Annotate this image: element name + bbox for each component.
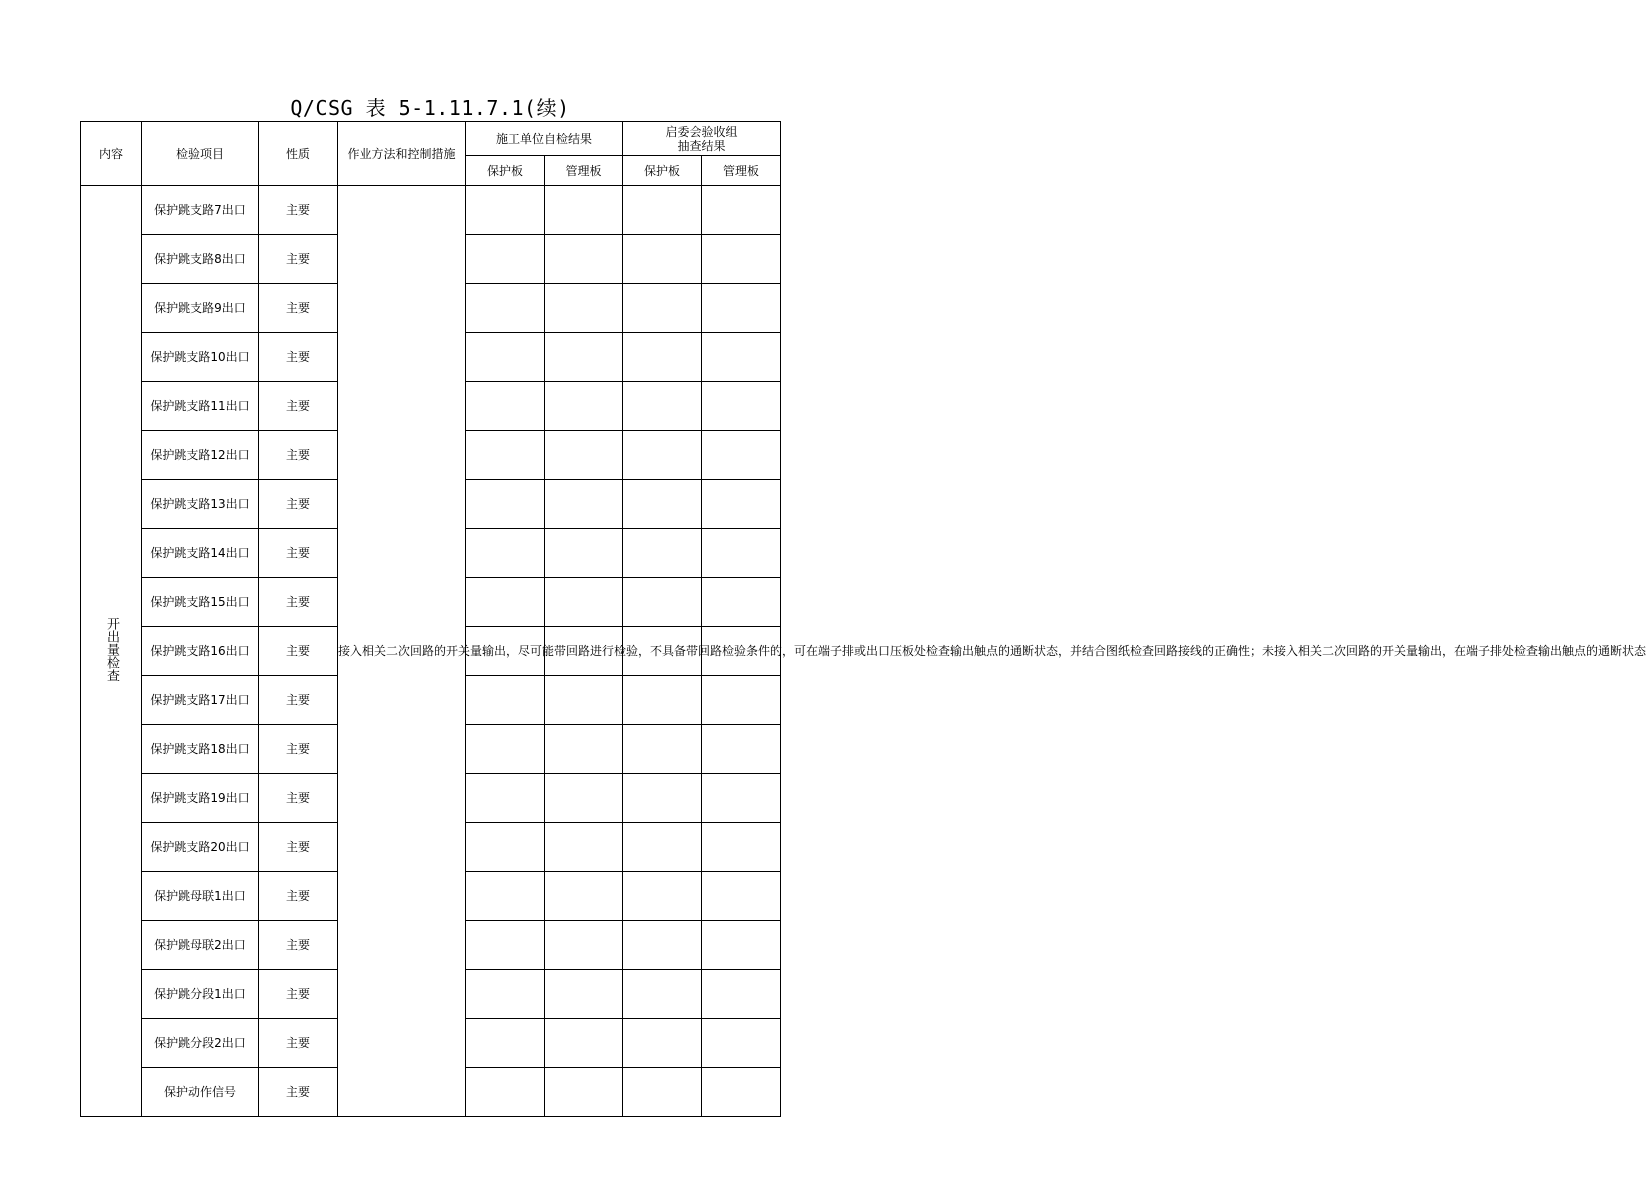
spot-management-result-cell[interactable] [702, 1068, 781, 1117]
self-protection-result-cell[interactable] [466, 970, 545, 1019]
spot-management-result-cell[interactable] [702, 382, 781, 431]
nature-cell: 主要 [259, 1068, 338, 1117]
self-protection-result-cell[interactable] [466, 1068, 545, 1117]
self-protection-result-cell[interactable] [466, 872, 545, 921]
spot-management-result-cell[interactable] [702, 235, 781, 284]
self-management-result-cell[interactable] [545, 235, 623, 284]
self-protection-result-cell[interactable] [466, 431, 545, 480]
self-management-result-cell[interactable] [545, 529, 623, 578]
self-protection-result-cell[interactable] [466, 529, 545, 578]
inspection-table [80, 121, 1646, 1117]
nature-cell: 主要 [259, 431, 338, 480]
spot-management-result-cell[interactable] [702, 284, 781, 333]
self-management-result-cell[interactable] [545, 1019, 623, 1068]
self-protection-result-cell[interactable] [466, 1019, 545, 1068]
spot-protection-result-cell[interactable] [623, 872, 702, 921]
spot-protection-result-cell[interactable] [623, 382, 702, 431]
item-cell: 保护跳支路9出口 [142, 284, 259, 333]
spot-protection-result-cell[interactable] [623, 578, 702, 627]
spot-management-result-cell[interactable] [702, 333, 781, 382]
self-protection-result-cell[interactable] [466, 578, 545, 627]
nature-cell: 主要 [259, 382, 338, 431]
item-cell: 保护跳支路15出口 [142, 578, 259, 627]
spot-management-result-cell[interactable] [702, 186, 781, 235]
header-spot-check-line1: 启委会验收组 [665, 124, 738, 139]
header-spot-protection-board: 保护板 [623, 156, 702, 186]
table-row [81, 186, 781, 235]
item-cell: 保护跳支路20出口 [142, 823, 259, 872]
spot-management-result-cell[interactable] [702, 480, 781, 529]
nature-cell: 主要 [259, 480, 338, 529]
item-cell: 保护跳支路8出口 [142, 235, 259, 284]
spot-protection-result-cell[interactable] [623, 186, 702, 235]
nature-cell: 主要 [259, 921, 338, 970]
self-management-result-cell[interactable] [545, 480, 623, 529]
spot-management-result-cell[interactable] [702, 774, 781, 823]
page-title: Q/CSG 表 5-1.11.7.1(续) [290, 96, 570, 120]
spot-protection-result-cell[interactable] [623, 823, 702, 872]
nature-cell: 主要 [259, 872, 338, 921]
spot-management-result-cell[interactable] [702, 431, 781, 480]
spot-protection-result-cell[interactable] [623, 529, 702, 578]
content-group-label: 开出量检查 [104, 617, 119, 682]
header-self-protection-board: 保护板 [466, 156, 545, 186]
item-cell: 保护跳支路7出口 [142, 186, 259, 235]
nature-cell: 主要 [259, 578, 338, 627]
spot-protection-result-cell[interactable] [623, 431, 702, 480]
self-protection-result-cell[interactable] [466, 284, 545, 333]
spot-management-result-cell[interactable] [702, 872, 781, 921]
nature-cell: 主要 [259, 676, 338, 725]
spot-management-result-cell[interactable] [702, 725, 781, 774]
spot-protection-result-cell[interactable] [623, 774, 702, 823]
nature-cell: 主要 [259, 627, 338, 676]
spot-management-result-cell[interactable] [702, 578, 781, 627]
nature-cell: 主要 [259, 774, 338, 823]
header-method: 作业方法和控制措施 [338, 122, 466, 186]
item-cell: 保护跳支路12出口 [142, 431, 259, 480]
header-content: 内容 [81, 122, 142, 186]
spot-protection-result-cell[interactable] [623, 284, 702, 333]
content-group-cell [81, 186, 142, 1117]
nature-cell: 主要 [259, 284, 338, 333]
header-self-management-board: 管理板 [545, 156, 623, 186]
self-protection-result-cell[interactable] [466, 333, 545, 382]
self-management-result-cell[interactable] [545, 1068, 623, 1117]
nature-cell: 主要 [259, 235, 338, 284]
item-cell: 保护跳分段1出口 [142, 970, 259, 1019]
spot-management-result-cell[interactable] [702, 529, 781, 578]
nature-cell: 主要 [259, 1019, 338, 1068]
self-protection-result-cell[interactable] [466, 480, 545, 529]
spot-protection-result-cell[interactable] [623, 235, 702, 284]
self-management-result-cell[interactable] [545, 431, 623, 480]
self-management-result-cell[interactable] [545, 578, 623, 627]
self-management-result-cell[interactable] [545, 186, 623, 235]
spot-protection-result-cell[interactable] [623, 1019, 702, 1068]
header-spot-management-board: 管理板 [702, 156, 781, 186]
header-spot-check [623, 122, 781, 156]
self-management-result-cell[interactable] [545, 333, 623, 382]
item-cell: 保护跳支路13出口 [142, 480, 259, 529]
method-cell: 接入相关二次回路的开关量输出，尽可能带回路进行检验，不具备带回路检验条件的，可在端子排或出口压板处检查输出触点的通断状态，并结合图纸检查回路接线的正确性；未接入相关二次回路的开关量输出，在端子排处检查输出触点的通断状态 [338, 186, 466, 1117]
spot-protection-result-cell[interactable] [623, 480, 702, 529]
self-management-result-cell[interactable] [545, 970, 623, 1019]
self-protection-result-cell[interactable] [466, 382, 545, 431]
spot-protection-result-cell[interactable] [623, 725, 702, 774]
header-item: 检验项目 [142, 122, 259, 186]
self-protection-result-cell[interactable] [466, 235, 545, 284]
item-cell: 保护跳支路17出口 [142, 676, 259, 725]
self-management-result-cell[interactable] [545, 676, 623, 725]
self-management-result-cell[interactable] [545, 872, 623, 921]
spot-protection-result-cell[interactable] [623, 1068, 702, 1117]
spot-protection-result-cell[interactable] [623, 921, 702, 970]
self-management-result-cell[interactable] [545, 725, 623, 774]
self-management-result-cell[interactable] [545, 382, 623, 431]
self-protection-result-cell[interactable] [466, 676, 545, 725]
header-self-check: 施工单位自检结果 [466, 122, 623, 156]
item-cell: 保护跳支路19出口 [142, 774, 259, 823]
item-cell: 保护跳分段2出口 [142, 1019, 259, 1068]
header-nature: 性质 [259, 122, 338, 186]
self-management-result-cell[interactable] [545, 284, 623, 333]
item-cell: 保护跳支路11出口 [142, 382, 259, 431]
self-protection-result-cell[interactable] [466, 186, 545, 235]
spot-management-result-cell[interactable] [702, 823, 781, 872]
nature-cell: 主要 [259, 333, 338, 382]
self-management-result-cell[interactable] [545, 774, 623, 823]
spot-management-result-cell[interactable] [702, 921, 781, 970]
item-cell: 保护跳母联2出口 [142, 921, 259, 970]
item-cell: 保护跳支路10出口 [142, 333, 259, 382]
nature-cell: 主要 [259, 823, 338, 872]
item-cell: 保护跳母联1出口 [142, 872, 259, 921]
spot-management-result-cell[interactable] [702, 970, 781, 1019]
item-cell: 保护跳支路16出口 [142, 627, 259, 676]
nature-cell: 主要 [259, 725, 338, 774]
nature-cell: 主要 [259, 529, 338, 578]
item-cell: 保护跳支路14出口 [142, 529, 259, 578]
self-management-result-cell[interactable] [545, 823, 623, 872]
self-management-result-cell[interactable] [545, 921, 623, 970]
spot-management-result-cell[interactable] [702, 1019, 781, 1068]
self-protection-result-cell[interactable] [466, 774, 545, 823]
item-cell: 保护跳支路18出口 [142, 725, 259, 774]
spot-management-result-cell[interactable] [702, 676, 781, 725]
spot-protection-result-cell[interactable] [623, 970, 702, 1019]
self-protection-result-cell[interactable] [466, 823, 545, 872]
header-spot-check-line2: 抽查结果 [677, 138, 726, 153]
nature-cell: 主要 [259, 970, 338, 1019]
nature-cell: 主要 [259, 186, 338, 235]
self-protection-result-cell[interactable] [466, 921, 545, 970]
spot-protection-result-cell[interactable] [623, 676, 702, 725]
spot-protection-result-cell[interactable] [623, 333, 702, 382]
self-protection-result-cell[interactable] [466, 725, 545, 774]
item-cell: 保护动作信号 [142, 1068, 259, 1117]
